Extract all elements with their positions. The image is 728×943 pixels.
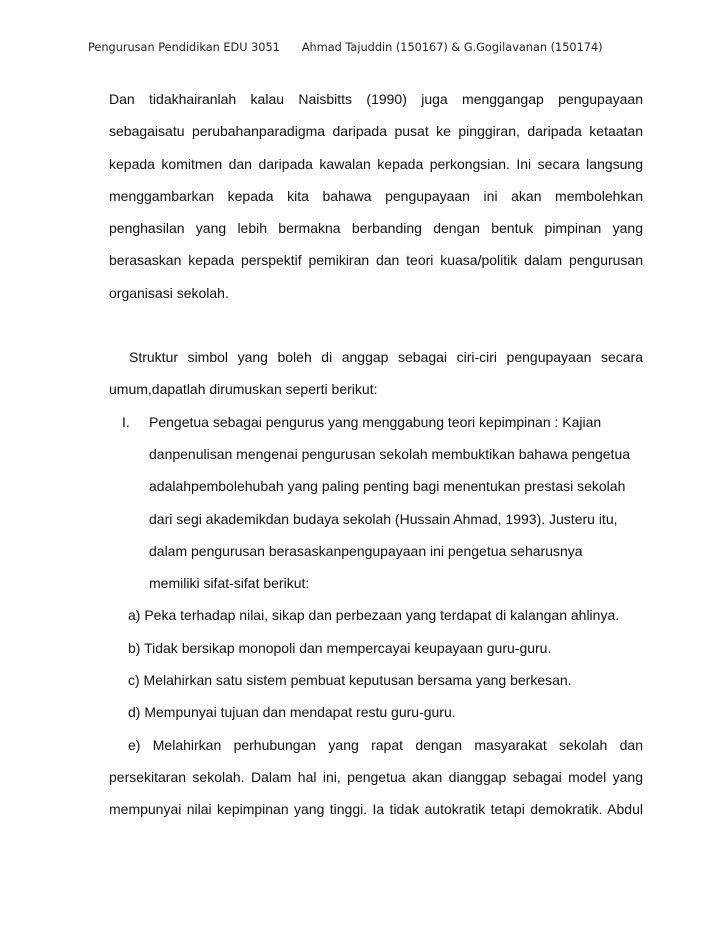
header-authors: Ahmad Tajuddin (150167) & G.Gogilavanan (150174) — [301, 41, 603, 54]
paragraph-line: berasaskan kepada perspektif pemikiran dan teori kuasa/politik dalam pengurusan — [109, 252, 643, 269]
sub-item-b: b) Tidak bersikap monopoli dan mempercayai keupayaan guru-guru. — [128, 639, 552, 656]
sub-item-a: a) Peka terhadap nilai, sikap dan perbezaan yang terdapat di kalangan ahlinya. — [128, 607, 620, 624]
paragraph-line: Struktur simbol yang boleh di anggap sebagai ciri-ciri pengupayaan secara — [129, 349, 643, 366]
paragraph-line: umum,dapatlah dirumuskan seperti berikut: — [109, 381, 378, 398]
list-marker: I. — [122, 413, 130, 430]
sub-item-e-line: persekitaran sekolah. Dalam hal ini, pengetua akan dianggap sebagai model yang — [109, 768, 643, 785]
list-line: danpenulisan mengenai pengurusan sekolah membuktikan bahawa pengetua — [149, 445, 631, 462]
paragraph-spacer — [109, 309, 643, 341]
paragraph-line: Dan tidakhairanlah kalau Naisbitts (1990) juga menggangap pengupayaan — [109, 91, 643, 107]
paragraph-1 — [109, 83, 643, 309]
page-header — [88, 41, 603, 54]
list-item-body — [149, 406, 643, 600]
list-line: memiliki sifat-sifat berikut: — [149, 575, 310, 592]
list-line: adalahpembolehubah yang paling penting bagi menentukan prestasi sekolah — [149, 478, 626, 495]
paragraph-2 — [109, 341, 643, 406]
roman-list-item — [109, 406, 643, 600]
list-line: dalam pengurusan berasaskanpengupayaan ini pengetua seharusnya — [149, 542, 583, 559]
paragraph-line: organisasi sekolah. — [109, 284, 229, 301]
header-course: Pengurusan Pendidikan EDU 3051 — [88, 41, 280, 54]
sub-item-d: d) Mempunyai tujuan dan mendapat restu guru-guru. — [128, 704, 456, 721]
list-line: Pengetua sebagai pengurus yang menggabung teori kepimpinan : Kajian — [149, 413, 602, 430]
sub-item-e-line: e) Melahirkan perhubungan yang rapat dengan masyarakat sekolah dan — [128, 736, 643, 753]
list-line: dari segi akademikdan budaya sekolah (Hussain Ahmad, 1993). Justeru itu, — [149, 510, 618, 527]
paragraph-line: sebagaisatu perubahanparadigma daripada pusat ke pinggiran, daripada ketaatan — [109, 123, 643, 140]
paragraph-line: penghasilan yang lebih bermakna berbanding dengan bentuk pimpinan yang — [109, 220, 643, 237]
sub-item-e-line: mempunyai nilai kepimpinan yang tinggi. Ia tidak autokratik tetapi demokratik. Abdul — [109, 801, 643, 818]
sub-item-e — [109, 729, 643, 826]
sub-item-c: c) Melahirkan satu sistem pembuat keputusan bersama yang berkesan. — [128, 672, 572, 689]
document-body — [109, 83, 643, 826]
paragraph-line: kepada komitmen dan daripada kawalan kepada perkongsian. Ini secara langsung — [109, 155, 643, 172]
paragraph-line: menggambarkan kepada kita bahawa pengupayaan ini akan membolehkan — [109, 187, 643, 204]
